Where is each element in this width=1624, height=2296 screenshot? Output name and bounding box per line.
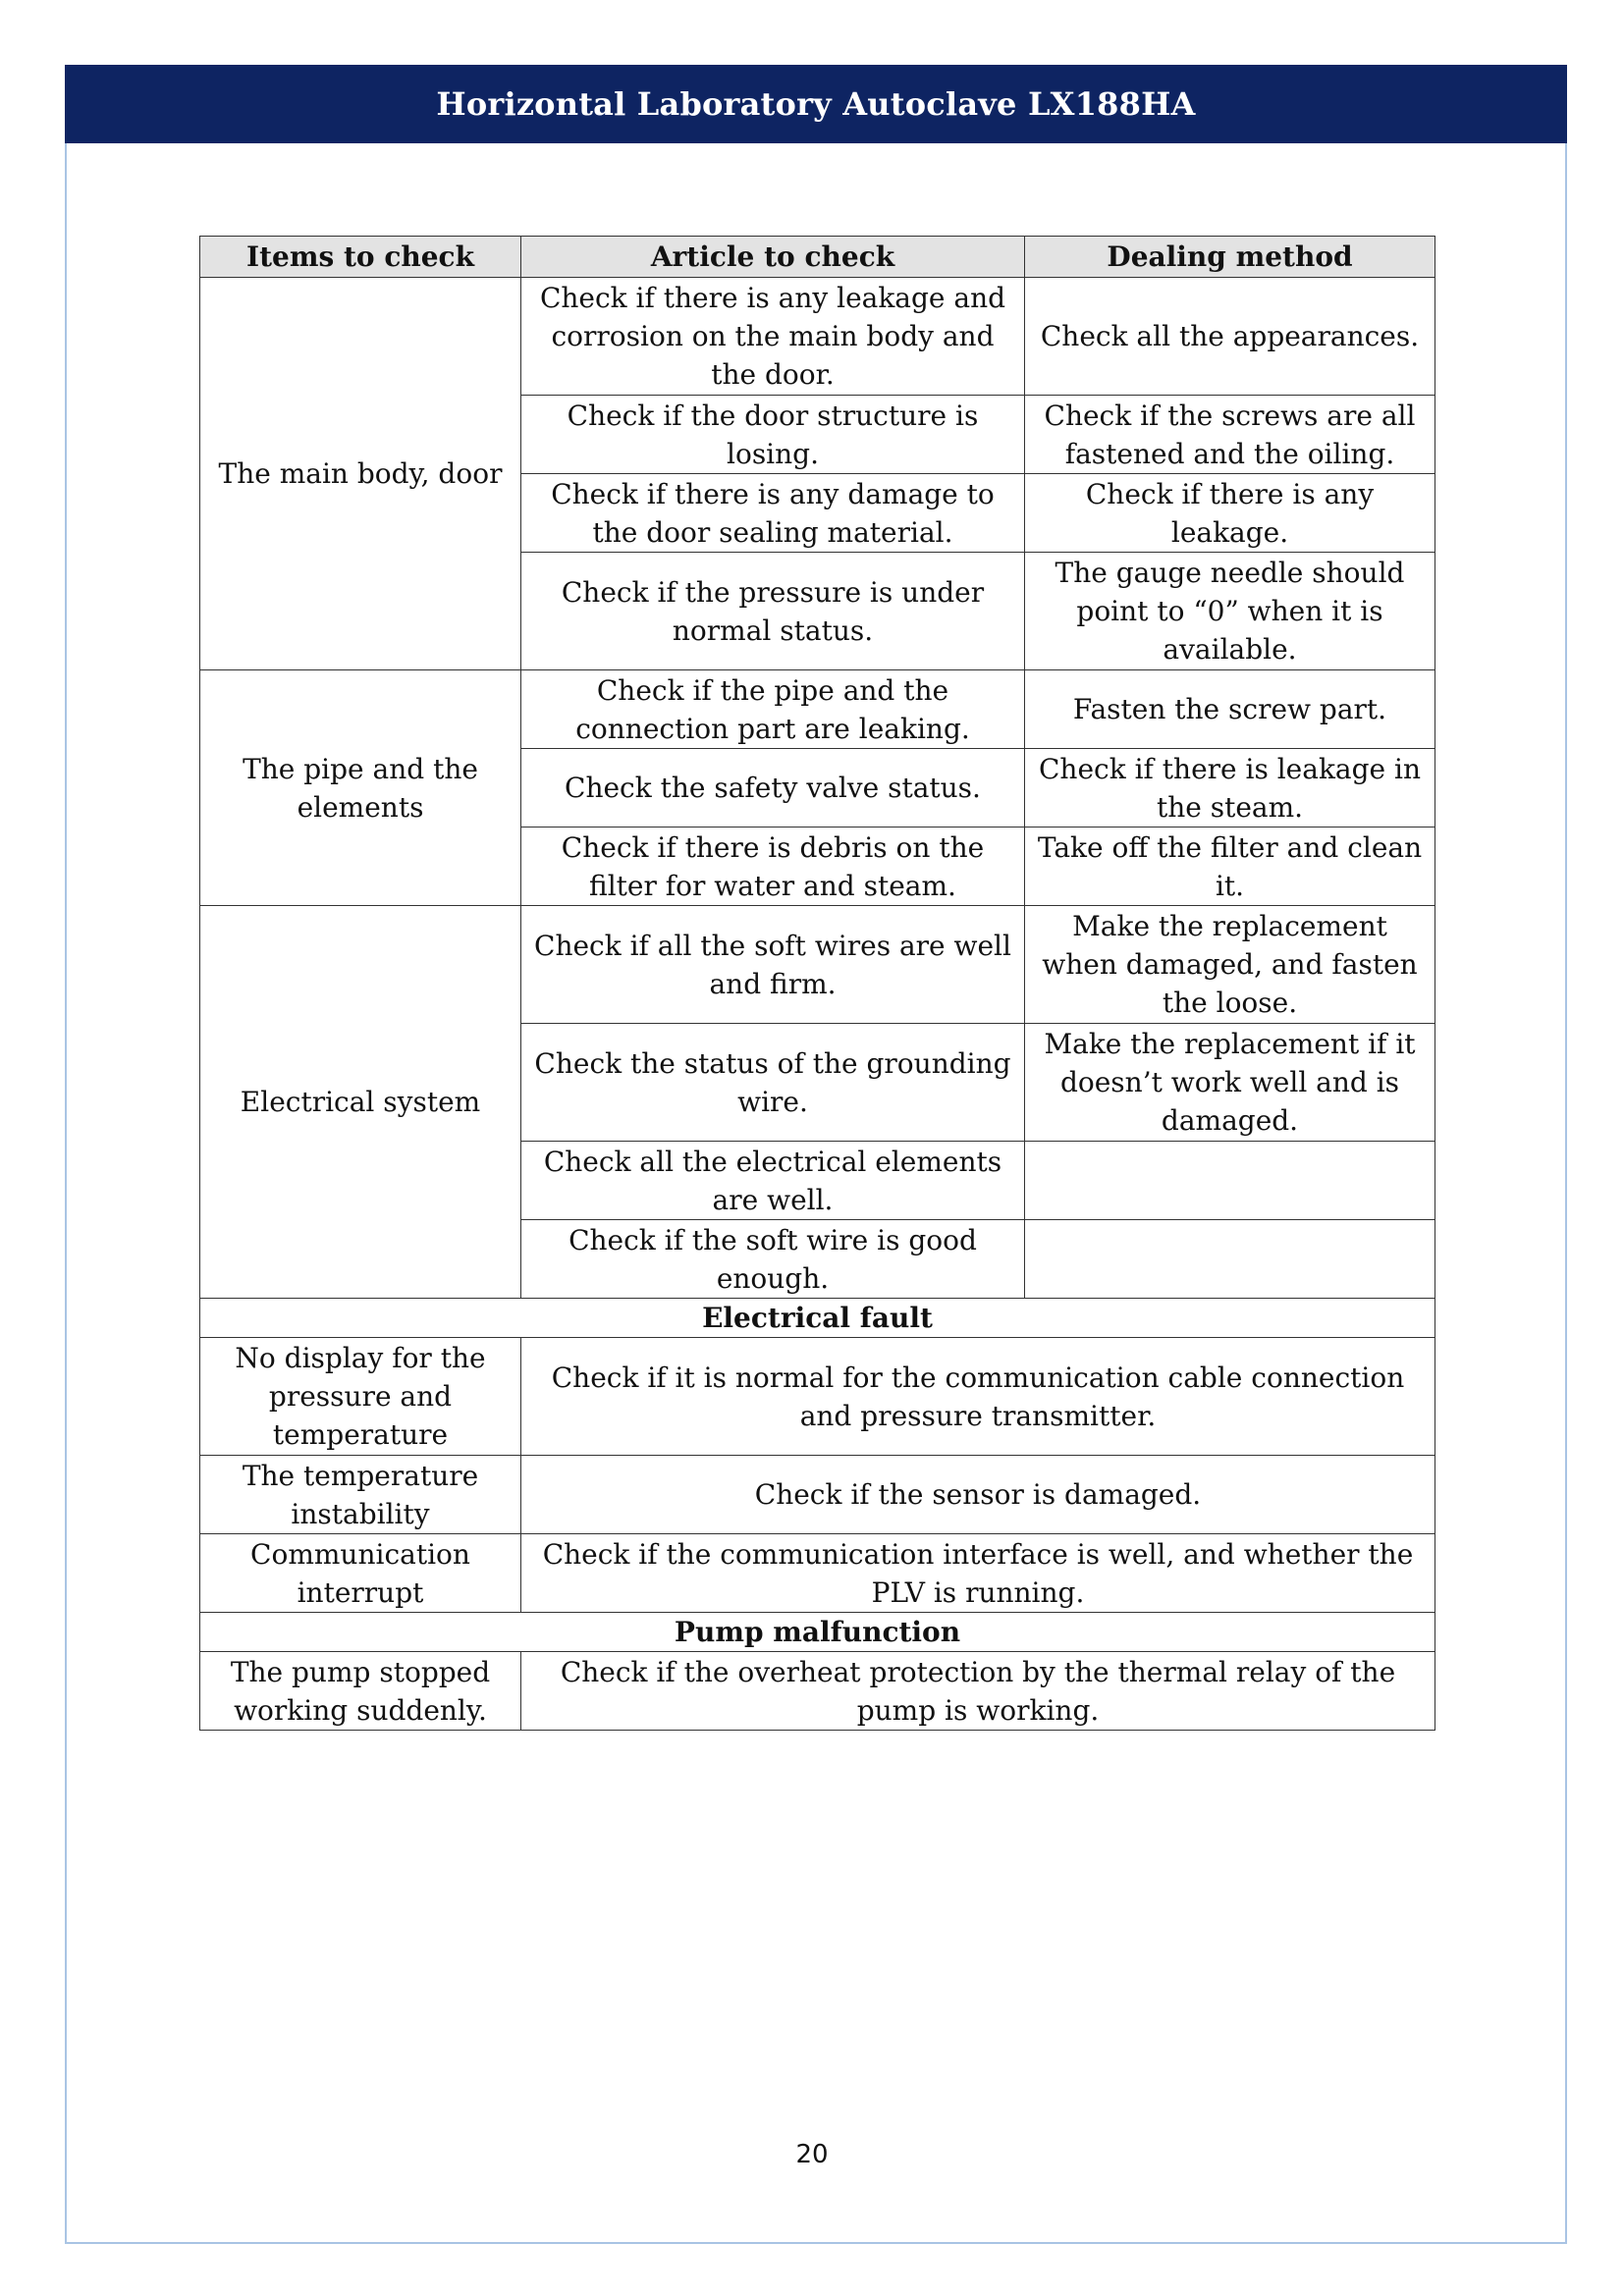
group-item-main-body: The main body, door (200, 278, 521, 670)
method-cell: Make the replacement when damaged, and fasten the loose. (1025, 906, 1435, 1024)
article-cell: Check the safety valve status. (521, 749, 1025, 828)
maintenance-check-table (199, 236, 1435, 1731)
article-cell: Check if there is debris on the filter for water and steam. (521, 828, 1025, 906)
column-header-items: Items to check (200, 237, 521, 278)
pump-action-cell: Check if the overheat protection by the thermal relay of the pump is working. (521, 1652, 1435, 1731)
table-row (200, 670, 1435, 749)
section-title-electrical-fault: Electrical fault (200, 1299, 1435, 1338)
article-cell: Check if the soft wire is good enough. (521, 1220, 1025, 1299)
method-cell: Make the replacement if it doesn’t work well and is damaged. (1025, 1024, 1435, 1142)
article-cell: Check if all the soft wires are well and firm. (521, 906, 1025, 1024)
pump-item-cell: The pump stopped working suddenly. (200, 1652, 521, 1731)
table-row (200, 278, 1435, 396)
fault-item-cell: Communication interrupt (200, 1534, 521, 1613)
article-cell: Check all the electrical elements are well. (521, 1142, 1025, 1220)
group-item-electrical: Electrical system (200, 906, 521, 1299)
table-row (200, 1338, 1435, 1456)
method-cell: Take off the filter and clean it. (1025, 828, 1435, 906)
table-header-row (200, 237, 1435, 278)
fault-action-cell: Check if the communication interface is well, and whether the PLV is running. (521, 1534, 1435, 1613)
section-title-pump-malfunction: Pump malfunction (200, 1613, 1435, 1652)
article-cell: Check if there is any damage to the door sealing material. (521, 474, 1025, 553)
document-title: Horizontal Laboratory Autoclave LX188HA (436, 85, 1196, 123)
article-cell: Check the status of the grounding wire. (521, 1024, 1025, 1142)
table-row (200, 906, 1435, 1024)
method-cell: Check if the screws are all fastened and the oiling. (1025, 396, 1435, 474)
fault-action-cell: Check if the sensor is damaged. (521, 1456, 1435, 1534)
method-cell: Check all the appearances. (1025, 278, 1435, 396)
column-header-method: Dealing method (1025, 237, 1435, 278)
fault-item-cell: No display for the pressure and temperature (200, 1338, 521, 1456)
method-cell: The gauge needle should point to “0” when it is available. (1025, 553, 1435, 670)
section-row-electrical-fault (200, 1299, 1435, 1338)
fault-action-cell: Check if it is normal for the communication cable connection and pressure transmitter. (521, 1338, 1435, 1456)
article-cell: Check if there is any leakage and corrosion on the main body and the door. (521, 278, 1025, 396)
method-cell (1025, 1142, 1435, 1220)
method-cell (1025, 1220, 1435, 1299)
article-cell: Check if the pipe and the connection part are leaking. (521, 670, 1025, 749)
table-row (200, 1456, 1435, 1534)
column-header-article: Article to check (521, 237, 1025, 278)
article-cell: Check if the door structure is losing. (521, 396, 1025, 474)
table-row (200, 1652, 1435, 1731)
section-row-pump-malfunction (200, 1613, 1435, 1652)
fault-item-cell: The temperature instability (200, 1456, 521, 1534)
group-item-pipe: The pipe and the elements (200, 670, 521, 906)
page-number: 20 (795, 2140, 829, 2169)
header-bar (65, 65, 1567, 143)
method-cell: Fasten the screw part. (1025, 670, 1435, 749)
table-row (200, 1534, 1435, 1613)
method-cell: Check if there is leakage in the steam. (1025, 749, 1435, 828)
method-cell: Check if there is any leakage. (1025, 474, 1435, 553)
article-cell: Check if the pressure is under normal status. (521, 553, 1025, 670)
